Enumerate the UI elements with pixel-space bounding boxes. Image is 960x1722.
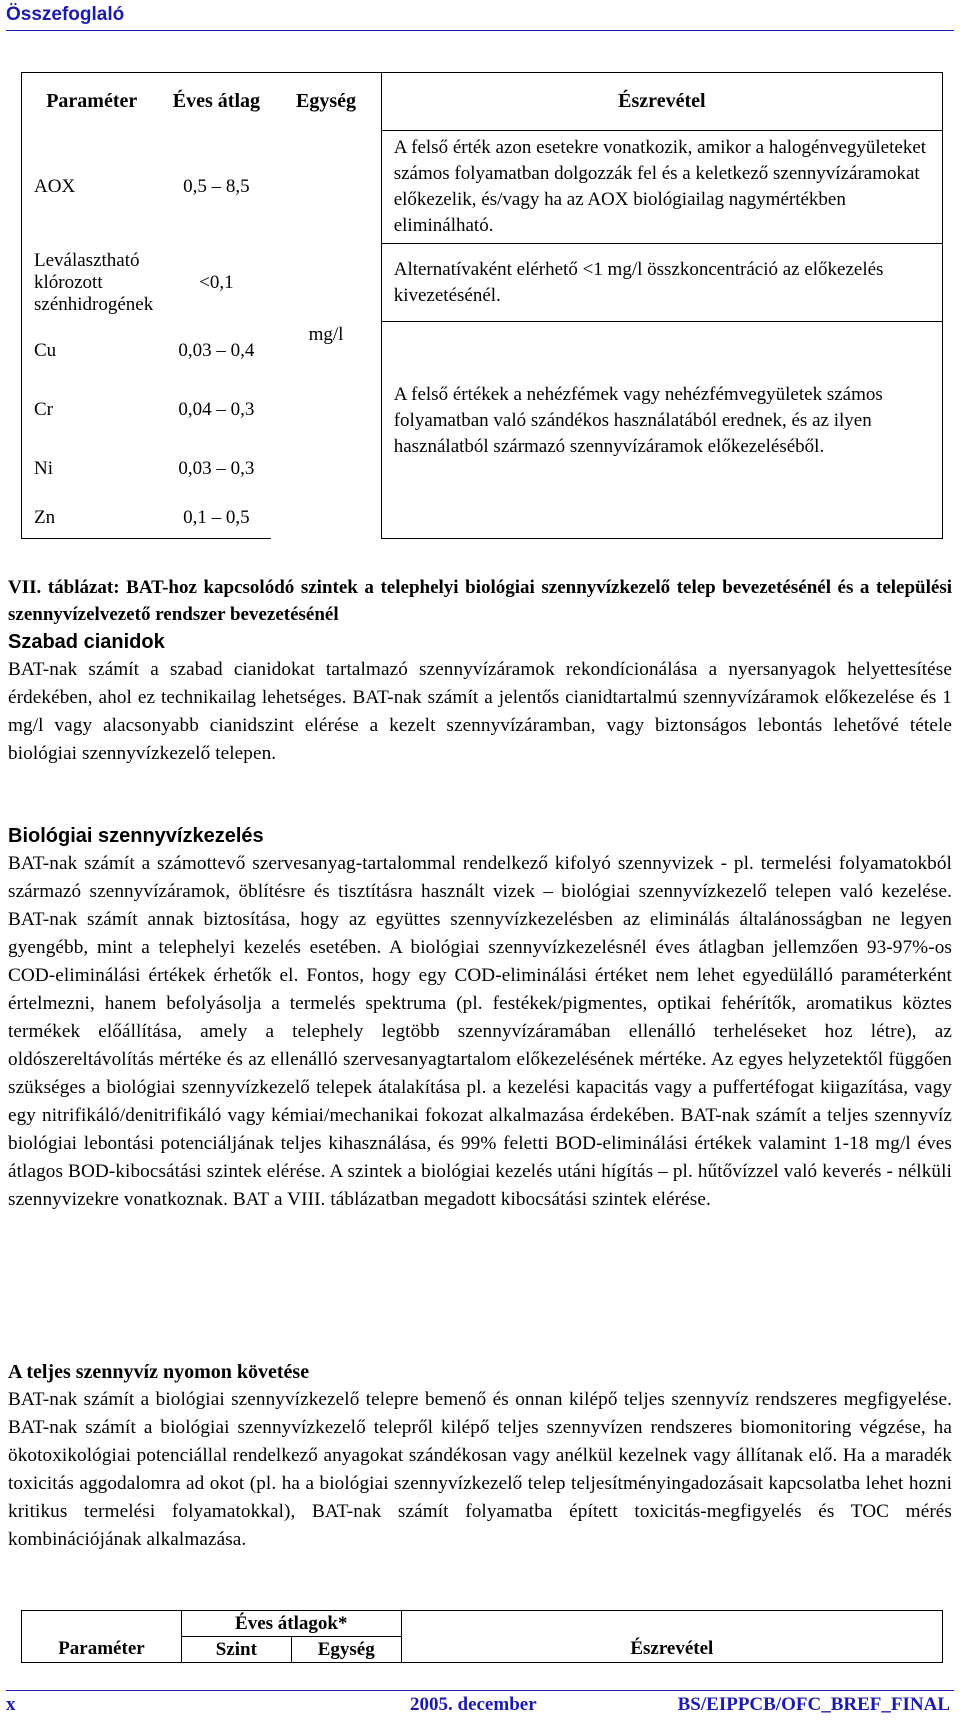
footer-date: 2005. december [410,1694,537,1715]
section-total-wastewater-monitoring [8,1358,952,1554]
section-heading: Szabad cianidok [8,631,165,653]
section-paragraph: BAT-nak számít a szabad cianidokat tartalmazó szennyvízáramok rekondícionálása a nyersanyagok helyettesítése érdekében, ahol ez technikailag lehetséges. BAT-nak számít a jelentős cianidtartalmú szennyvízáramok előkezelése és 1 mg/l vagy alacsonyabb cianidszint elérése a kezelt szennyvízáramban, vagy biztonságos lebontás lehetővé tétele biológiai szennyvízkezelő telepen. [8,659,952,764]
section-paragraph: BAT-nak számít a számottevő szervesanyag-tartalommal rendelkező kifolyó szennyvizek - pl. termelési folyamatokból származó szennyvízáramok, öblítésre és tisztításra használt vizek – biológiai szennyvízkezelő telepen való kezelése. BAT-nak számít annak biztosítása, hogy az együttes szennyvízkezelésben az eliminálás általánosságban ne legyen gyengébb, mint a telephelyi kezelés esetében. A biológiai szennyvízkezelésnél éves átlagban jellemzően 93-97%-os COD-eliminálási értékek érhetők el. Fontos, hogy egy COD-eliminálási értéket nem lehet egyedülálló paraméterként értelmezni, hanem befolyásolja a termelés spektruma (pl. festékek/pigmentes, optikai fehérítők, aromatikus köztes termékek előállítása, amely a telephely legtöbb szennyvízáramában ellenálló terheléseket hoz létre), az oldószereltávolítás mértéke és az ellenálló szervesanyagtartalom előkezelésének mértéke. Az egyes helyzetektől függően szükséges a biológiai szennyvízkezelő telepek átalakítása pl. a kezelési kapacitás vagy a puffertéfogat kiigazítása, vagy egy nitrifikáló/denitrifikáló vagy kémiai/mechanikai fokozat alkalmazása érdekében. BAT-nak számít a teljes szennyvíz biológiai lebontási potenciáljának teljes kihasználása, és 99% feletti BOD-eliminálási értékek valamint 1-18 mg/l éves átlagos BOD-kibocsátási szintek elérése. A szintek a biológiai kezelés utáni hígítás – pl. hűtővízzel való keverés - nélküli szennyvizekre vonatkoznak. BAT a VIII. táblázatban megadott kibocsátási szintek elérése. [8,853,952,1210]
col-header-note: Észrevétel [381,73,942,131]
row-avg-zn: 0,1 – 0,5 [161,499,271,539]
section-paragraph: BAT-nak számít a biológiai szennyvízkezelő telepre bemenő és onnan kilépő teljes szennyvíz rendszeres megfigyelése. BAT-nak számít a biológiai szennyvízkezelő telepről kilépő teljes szennyvízen rendszeres biomonitoring végzése, ha ökotoxikológiai potenciállal rendelkező anyagokat szándékosan vagy anélkül kezelnek vagy állítanak elő. Ha a maradék toxicitás aggodalomra ad okot (pl. ha a biológiai szennyvízkezelő telep teljesítményingadozásait kapcsolatba lehet hozni kritikus termelési folyamatokkal), BAT-nak számít folyamatba épített toxicitás-megfigyelés és TOC mérés kombinációjának alkalmazása. [8,1389,952,1550]
row-param-chlorinated: Leválasztható klórozott szénhidrogének [22,244,162,322]
row-param-zn: Zn [22,499,162,539]
note-chlorinated: Alternatívaként elérhető <1 mg/l összkoncentráció az előkezelés kivezetésénél. [381,244,942,322]
viii-table-header [21,1610,943,1663]
col-header-param: Paraméter [22,73,162,131]
annual-averages-header: Éves átlagok* [181,1611,401,1637]
t2-header-unit: Egység [291,1637,401,1663]
row-param-cr: Cr [22,381,162,440]
row-avg-cu: 0,03 – 0,4 [178,340,255,361]
table-caption: VII. táblázat: BAT-hoz kapcsolódó szintek a telephelyi biológiai szennyvízkezelő telep bevezetésénél és a települési szennyvízelvezető rendszer bevezetésénél [8,577,952,625]
footer-divider [6,1690,954,1691]
page-footer [6,1692,954,1718]
section-heading: Biológiai szennyvízkezelés [8,825,264,847]
t2-header-note: Észrevétel [401,1637,942,1663]
col-header-avg: Éves átlag [161,73,271,131]
row-avg-aox: 0,5 – 8,5 [183,176,250,197]
note-heavy-metals: A felső értékek a nehézfémek vagy nehézfémvegyületek számos folyamatban való szándékos használatából erednek, és az ilyen használatból származó szennyvízáramok előkezeléséből. [381,322,942,539]
row-avg-ni: 0,03 – 0,3 [178,458,255,479]
t2-header-param: Paraméter [22,1637,182,1663]
row-avg-cr: 0,04 – 0,3 [178,399,255,420]
row-param-ni: Ni [22,440,162,499]
bat-levels-table [21,72,943,539]
note-aox: A felső érték azon esetekre vonatkozik, amikor a halogénvegyületeket számos folyamatban dolgozzák fel és a keletkező szennyvízáramokat előkezelik, és/vagy ha az AOX biológiailag nagymértékben eliminálható. [381,131,942,244]
unit-cell: mg/l [271,131,381,539]
footer-page-number: x [6,1694,16,1715]
t2-header-level: Szint [181,1637,291,1663]
page-header-title: Összefoglaló [6,4,125,25]
row-param-cu: Cu [22,322,162,381]
footer-doc-id: BS/EIPPCB/OFC_BREF_FINAL [677,1694,950,1715]
section-free-cyanides [8,628,952,768]
header-divider [6,30,954,31]
row-avg-chlorinated: <0,1 [199,271,234,293]
section-biological-treatment [8,822,952,1214]
section-heading: A teljes szennyvíz nyomon követése [8,1361,310,1383]
row-param-aox: AOX [22,131,162,244]
col-header-unit: Egység [271,73,381,131]
